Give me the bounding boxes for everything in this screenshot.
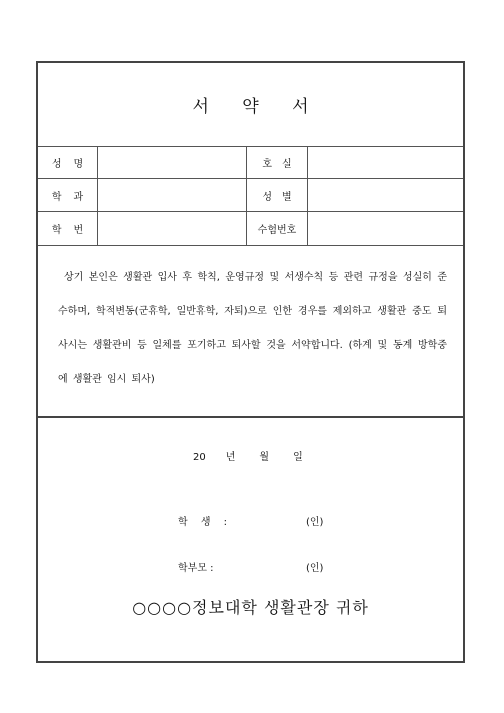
- label-exam-number: 수험번호: [247, 212, 308, 245]
- date-year: [193, 448, 235, 463]
- student-seal-mark: (인): [306, 517, 324, 528]
- parent-seal-mark: (인): [306, 563, 324, 574]
- parent-label: 학부모 :: [178, 563, 214, 574]
- field-department[interactable]: [98, 179, 247, 211]
- info-row-name: [38, 146, 463, 179]
- field-gender[interactable]: [308, 179, 463, 211]
- info-row-student-id: [38, 212, 463, 246]
- document-title: 서 약 서: [192, 97, 323, 117]
- field-name[interactable]: [98, 146, 247, 178]
- pledge-text: 상기 본인은 생활관 입사 후 학칙, 운영규정 및 서생수칙 등 관련 규정을 성실히 준수하며, 학적변동(군휴학, 일반휴학, 자퇴)으로 인한 경우를 제외하고 생활관 중도 퇴사시는 생활관비 등 일체를 포기하고 퇴사할 것을 서약합니다. (하계 및 동계 방학중에 생활관 임시 퇴사): [58, 272, 447, 385]
- label-room: 호실: [247, 146, 308, 178]
- date-day-unit: 일: [293, 452, 303, 463]
- date-line: [193, 448, 327, 463]
- label-gender: 성별: [247, 179, 308, 211]
- field-student-id[interactable]: [98, 212, 247, 245]
- label-department: 학과: [38, 179, 98, 211]
- date-month-unit: 월: [259, 452, 270, 463]
- label-name: 성명: [38, 146, 98, 178]
- field-room[interactable]: [308, 146, 463, 178]
- label-student-id: 학번: [38, 212, 98, 245]
- title-row: [38, 63, 463, 147]
- info-row-department: [38, 179, 463, 212]
- pledge-form: [36, 61, 465, 663]
- pledge-section: [38, 247, 463, 418]
- info-table: [38, 146, 463, 246]
- date-year-unit: 년: [225, 452, 236, 463]
- addressee: ○○○○정보대학 생활관장 귀하: [132, 598, 369, 617]
- date-year-prefix: 20: [193, 452, 206, 463]
- signature-section: [38, 418, 463, 663]
- field-exam-number[interactable]: [308, 212, 463, 245]
- student-label: 학 생 :: [178, 517, 233, 528]
